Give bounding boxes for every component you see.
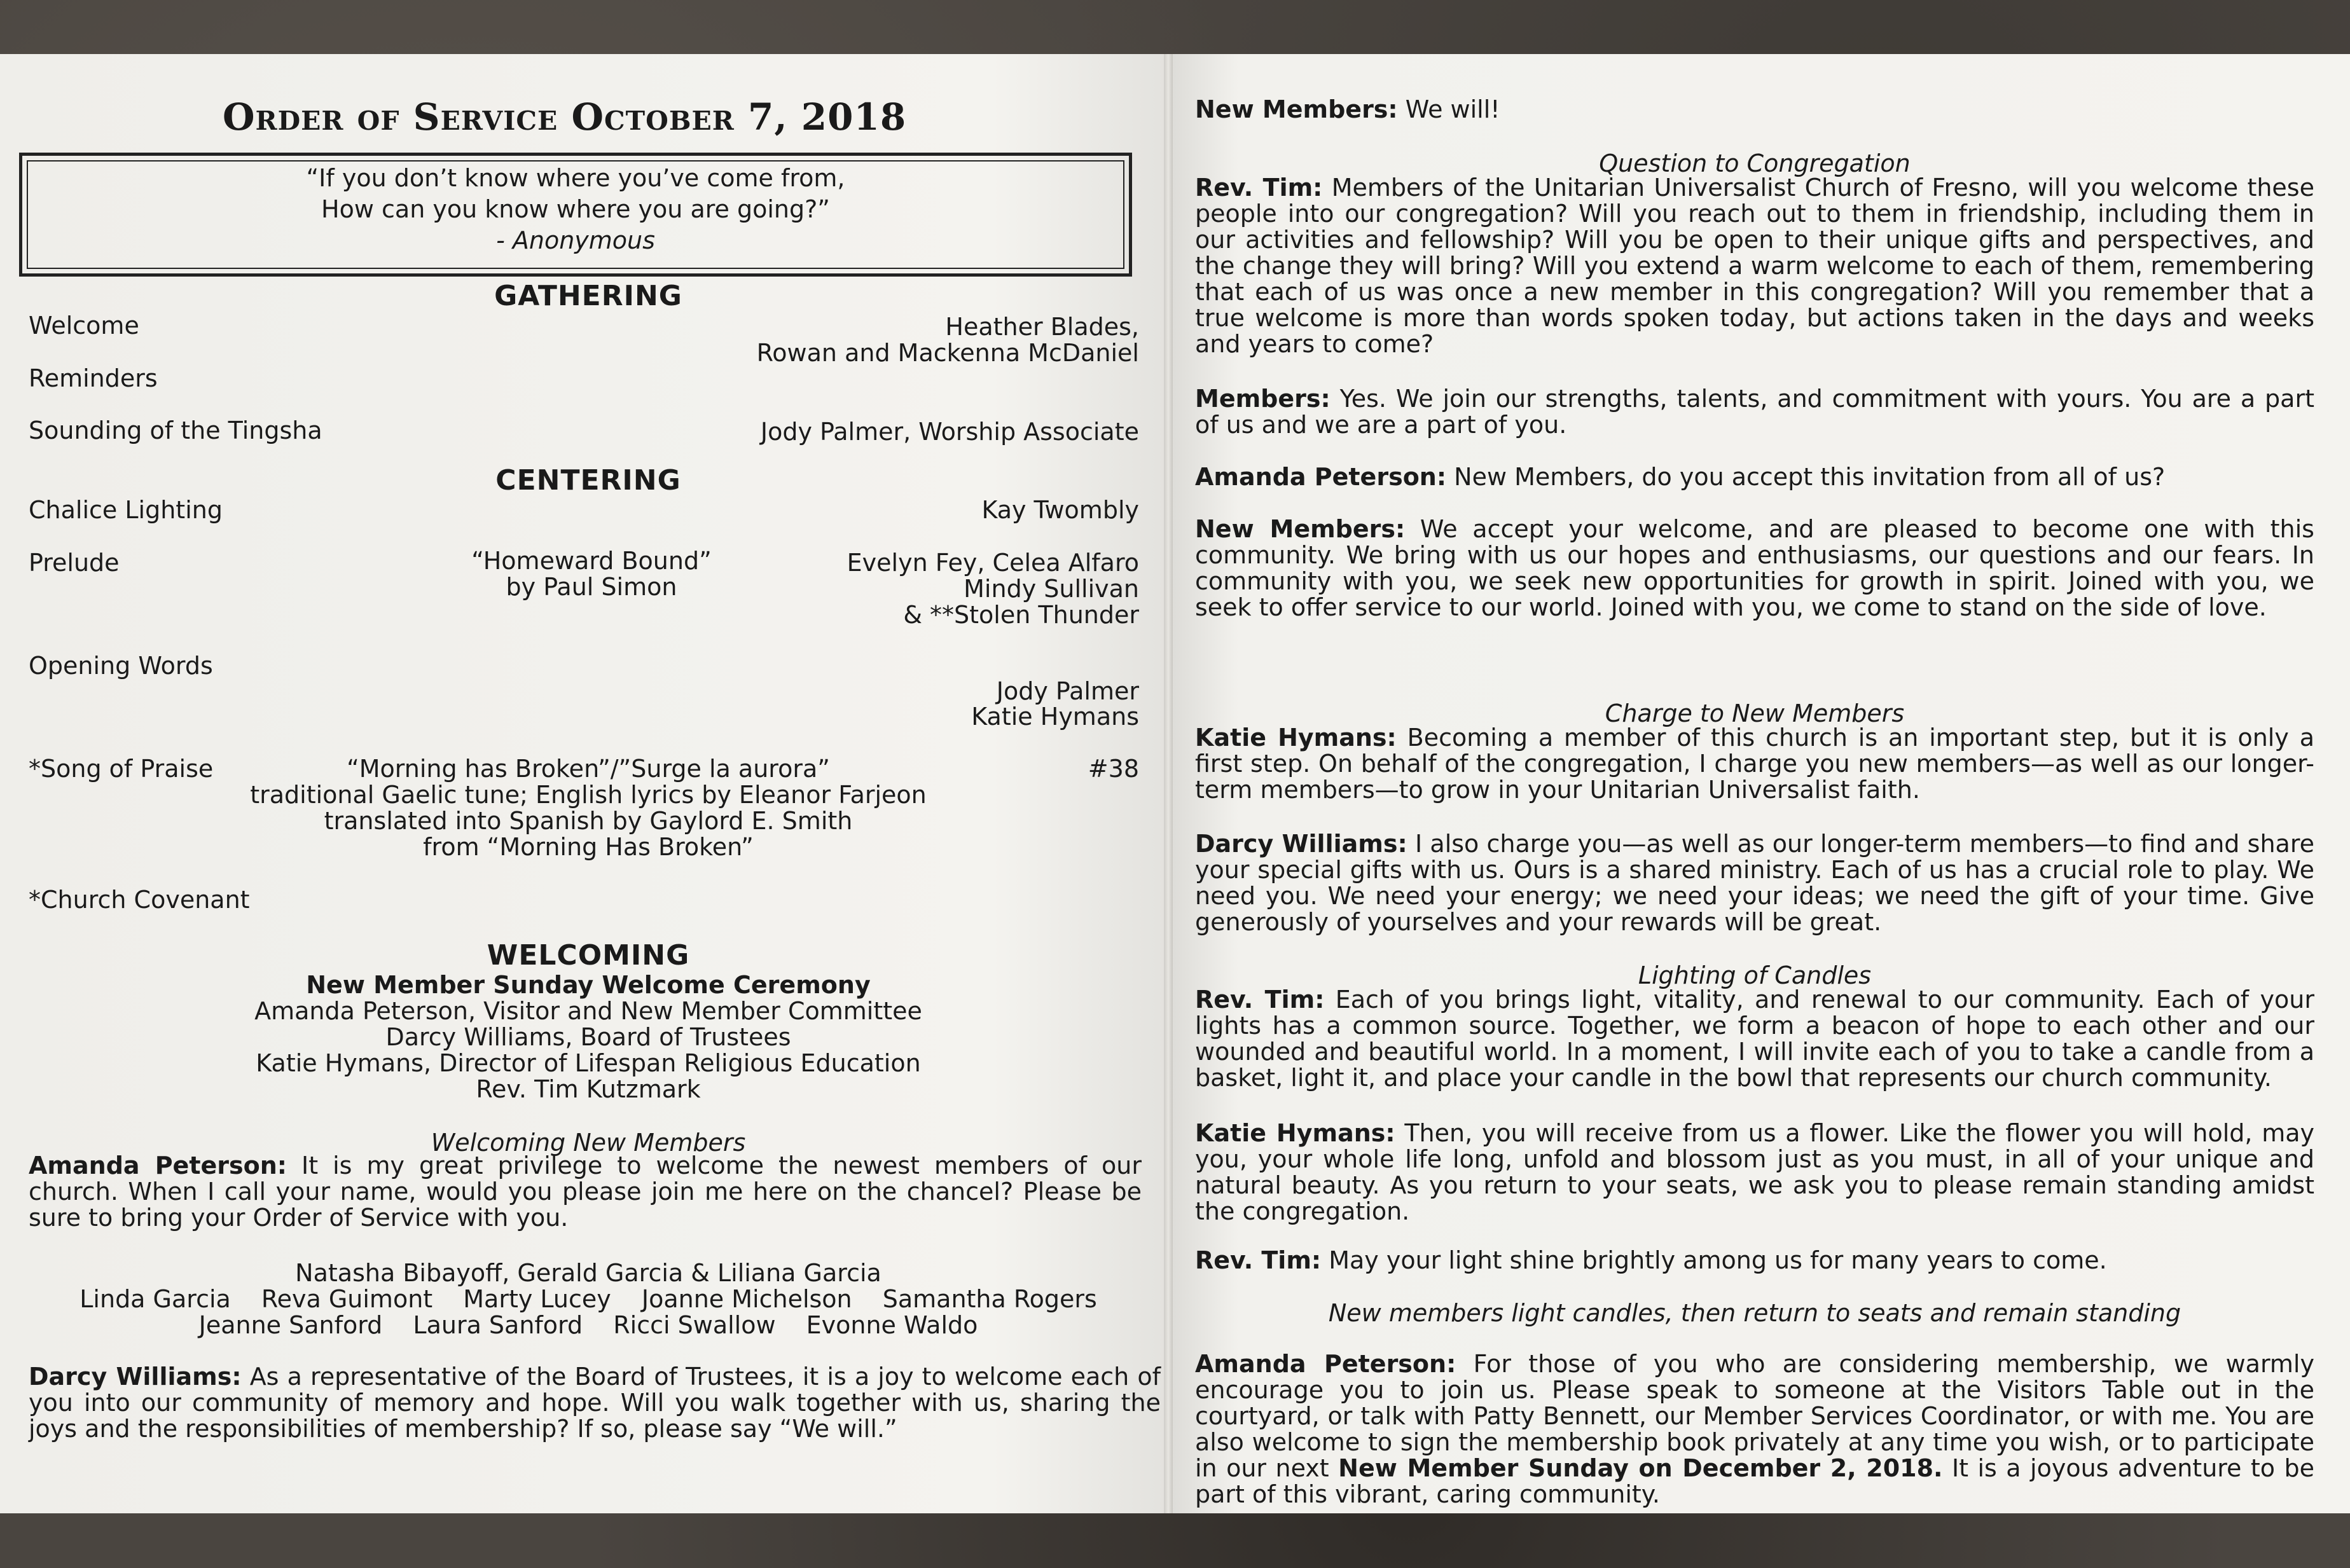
speaker-label: Darcy Williams: bbox=[1195, 830, 1407, 858]
page-title: Order of Service October 7, 2018 bbox=[223, 95, 907, 139]
member-name: Jeanne Sanford bbox=[198, 1311, 383, 1339]
gathering-heading: GATHERING bbox=[494, 280, 682, 312]
song-of-praise-line-4: from “Morning Has Broken” bbox=[423, 833, 754, 861]
centering-heading: CENTERING bbox=[495, 464, 681, 497]
tim-candles-paragraph bbox=[1195, 987, 2314, 1091]
ceremony-line-2: Darcy Williams, Board of Trustees bbox=[385, 1023, 791, 1051]
paragraph-tail: It is a joyous adventure to be part of this vibrant, caring community. bbox=[1195, 1454, 2314, 1508]
question-heading: Question to Congregation bbox=[1599, 149, 1911, 177]
right-page bbox=[1168, 54, 2350, 1513]
member-name: Laura Sanford bbox=[413, 1311, 583, 1339]
member-name: Reva Guimont bbox=[261, 1285, 433, 1313]
reminders-label: Reminders bbox=[29, 364, 158, 392]
katie-flower-paragraph bbox=[1195, 1120, 2314, 1225]
paragraph-text: Becoming a member of this church is an important step, but it is only a first step. On behalf of the congregation, I charge you new members—as well as our longer-term members—to grow in your Unitarian Universalist faith. bbox=[1195, 724, 2314, 804]
song-of-praise-label: *Song of Praise bbox=[29, 755, 214, 783]
speaker-label: Katie Hymans: bbox=[1195, 1119, 1395, 1147]
ceremony-line-1: Amanda Peterson, Visitor and New Member Committee bbox=[254, 997, 922, 1025]
candles-heading: Lighting of Candles bbox=[1638, 961, 1872, 989]
member-name: Evonne Waldo bbox=[806, 1311, 978, 1339]
amanda-closing-paragraph bbox=[1195, 1351, 2314, 1508]
member-name: Linda Garcia bbox=[79, 1285, 231, 1313]
quote-line-2: How can you know where you are going?” bbox=[321, 195, 830, 223]
speaker-label: Rev. Tim: bbox=[1195, 986, 1325, 1014]
tim-blessing-paragraph bbox=[1195, 1248, 2314, 1274]
darcy-charge-paragraph bbox=[1195, 831, 2314, 935]
paragraph-text: We accept your welcome, and are pleased to become one with this community. We bring with us our hopes and enthusiasms, our questions and our fears. In community with you, we seek new opportunities for growth in spirit. Joined with you, we seek to offer service to our world. Joined with you, we come to stand on the side of love. bbox=[1195, 515, 2314, 621]
song-of-praise-line-3: translated into Spanish by Gaylord E. Smith bbox=[324, 807, 853, 835]
member-name: Joanne Michelson bbox=[641, 1285, 852, 1313]
paragraph-text: It is my great privilege to welcome the newest members of our church. When I call your name, would you please join me here on the chancel? Please be sure to bring your Order of Service with you. bbox=[29, 1152, 1142, 1232]
prelude-song: “Homeward Bound” bbox=[471, 547, 712, 575]
quote-line-1: “If you don’t know where you’ve come from, bbox=[306, 164, 845, 192]
left-page bbox=[0, 54, 1168, 1513]
song-of-praise-title: “Morning has Broken”/”Surge la aurora” bbox=[347, 755, 830, 783]
song-of-praise-line-2: traditional Gaelic tune; English lyrics by Eleanor Farjeon bbox=[250, 781, 927, 809]
speaker-label: Amanda Peterson: bbox=[29, 1152, 287, 1179]
paragraph-text: For those of you who are considering membership, we warmly encourage you to join us. Please speak to someone at the Visitors Table out in the courtyard, or talk with Patty Bennett, our Member Services Coordinator, or with me. You are also welcome to sign the membership book privately at any time you wish, or to participate in our next bbox=[1195, 1350, 2314, 1482]
welcoming-heading: WELCOMING bbox=[487, 939, 690, 972]
prelude-by: by Paul Simon bbox=[506, 573, 677, 601]
amanda-invitation-paragraph bbox=[1195, 464, 2314, 490]
welcome-label: Welcome bbox=[29, 312, 139, 340]
opening-person-1: Jody Palmer bbox=[996, 677, 1139, 705]
new-members-acceptance-paragraph bbox=[1195, 516, 2314, 621]
paragraph-text: Members of the Unitarian Universalist Church of Fresno, will you welcome these people into our congregation? Will you reach out to them in friendship, including them in our activities and fellowship? Will you be open to their unique gifts and perspectives, and the change they will bring? Will you extend a warm welcome to each of them, remembering that each of us was once a new member in this congregation? Will you remember that a true welcome is more than words spoken today, but actions taken in the days and weeks and years to come? bbox=[1195, 174, 2314, 358]
chalice-person: Kay Twombly bbox=[981, 496, 1139, 524]
new-members-response bbox=[1195, 95, 1500, 123]
tingsha-person: Jody Palmer, Worship Associate bbox=[760, 418, 1139, 446]
speaker-label: Amanda Peterson: bbox=[1195, 1350, 1456, 1378]
welcome-people-1: Heather Blades, bbox=[945, 313, 1139, 341]
opening-person-2: Katie Hymans bbox=[971, 703, 1139, 731]
speaker-label: Rev. Tim: bbox=[1195, 1246, 1322, 1274]
next-sunday-date: New Member Sunday on December 2, 2018. bbox=[1338, 1454, 1943, 1482]
ceremony-title: New Member Sunday Welcome Ceremony bbox=[306, 971, 871, 999]
paragraph-text: May your light shine brightly among us for many years to come. bbox=[1329, 1246, 2107, 1274]
prelude-performers-2: Mindy Sullivan bbox=[964, 575, 1139, 603]
speaker-label: Rev. Tim: bbox=[1195, 174, 1323, 202]
paragraph-text: I also charge you—as well as our longer-term members—to find and share your special gifts with us. Ours is a shared ministry. Each of us has a crucial role to play. We need you. We need your energy; we need your ideas; we need the gift of your time. Give generously of yourselves and your rewards will be great. bbox=[1195, 830, 2314, 936]
church-covenant-label: *Church Covenant bbox=[29, 886, 250, 914]
paragraph-text: Then, you will receive from us a flower. Like the flower you will hold, may you, your whole life long, unfold and blossom just as you must, in all of your unique and natural beauty. As you return to your seats, we ask you to please remain standing amidst the congregation. bbox=[1195, 1119, 2314, 1225]
amanda-welcome-paragraph bbox=[29, 1153, 1142, 1231]
chalice-label: Chalice Lighting bbox=[29, 496, 223, 524]
quote-attribution: - Anonymous bbox=[496, 226, 655, 254]
tingsha-label: Sounding of the Tingsha bbox=[29, 416, 322, 444]
paragraph-text: New Members, do you accept this invitation from all of us? bbox=[1454, 463, 2166, 491]
speaker-label: Katie Hymans: bbox=[1195, 724, 1397, 752]
names-row-1: Natasha Bibayoff, Gerald Garcia & Liliana Garcia bbox=[295, 1259, 881, 1287]
hymn-number: #38 bbox=[1088, 755, 1139, 783]
paragraph-text: Yes. We join our strengths, talents, and commitment with yours. You are a part of us and we are a part of you. bbox=[1195, 385, 2314, 439]
member-name: Samantha Rogers bbox=[882, 1285, 1097, 1313]
member-name: Ricci Swallow bbox=[613, 1311, 776, 1339]
darcy-welcome-paragraph bbox=[29, 1364, 1161, 1442]
katie-charge-paragraph bbox=[1195, 725, 2314, 803]
ceremony-line-3: Katie Hymans, Director of Lifespan Religious Education bbox=[256, 1049, 921, 1077]
prelude-performers-1: Evelyn Fey, Celea Alfaro bbox=[847, 549, 1139, 577]
names-row-3 bbox=[19, 1311, 1158, 1339]
question-paragraph bbox=[1195, 175, 2314, 357]
prelude-performers-3: & **Stolen Thunder bbox=[903, 601, 1139, 629]
order-of-service-booklet bbox=[0, 54, 2350, 1513]
member-name: Marty Lucey bbox=[463, 1285, 611, 1313]
welcome-people-2: Rowan and Mackenna McDaniel bbox=[756, 339, 1139, 367]
welcoming-subheading: Welcoming New Members bbox=[431, 1129, 746, 1157]
paragraph-text: As a representative of the Board of Trustees, it is a joy to welcome each of you into our community of memory and hope. Will you walk together with us, sharing the joys and the responsibilities of membership? If so, please say “We will.” bbox=[29, 1363, 1161, 1443]
names-row-2 bbox=[19, 1285, 1158, 1313]
speaker-label: New Members: bbox=[1195, 95, 1398, 123]
speaker-label: Darcy Williams: bbox=[29, 1363, 242, 1391]
response-text: We will! bbox=[1405, 95, 1500, 123]
candle-instruction: New members light candles, then return to seats and remain standing bbox=[1328, 1299, 2181, 1327]
opening-label: Opening Words bbox=[29, 652, 213, 680]
ceremony-line-4: Rev. Tim Kutzmark bbox=[476, 1075, 701, 1103]
speaker-label: Amanda Peterson: bbox=[1195, 463, 1447, 491]
speaker-label: New Members: bbox=[1195, 515, 1406, 543]
members-paragraph bbox=[1195, 386, 2314, 438]
speaker-label: Members: bbox=[1195, 385, 1331, 413]
paragraph-text: Each of you brings light, vitality, and renewal to our community. Each of your lights has a common source. Together, we form a beacon of hope to each other and our wounded and beautiful world. In a moment, I will invite each of you to take a candle from a basket, light it, and place your candle in the bowl that represents our church community. bbox=[1195, 986, 2314, 1092]
charge-heading: Charge to New Members bbox=[1605, 699, 1905, 727]
booklet-fold bbox=[1164, 54, 1173, 1513]
prelude-label: Prelude bbox=[29, 549, 120, 577]
